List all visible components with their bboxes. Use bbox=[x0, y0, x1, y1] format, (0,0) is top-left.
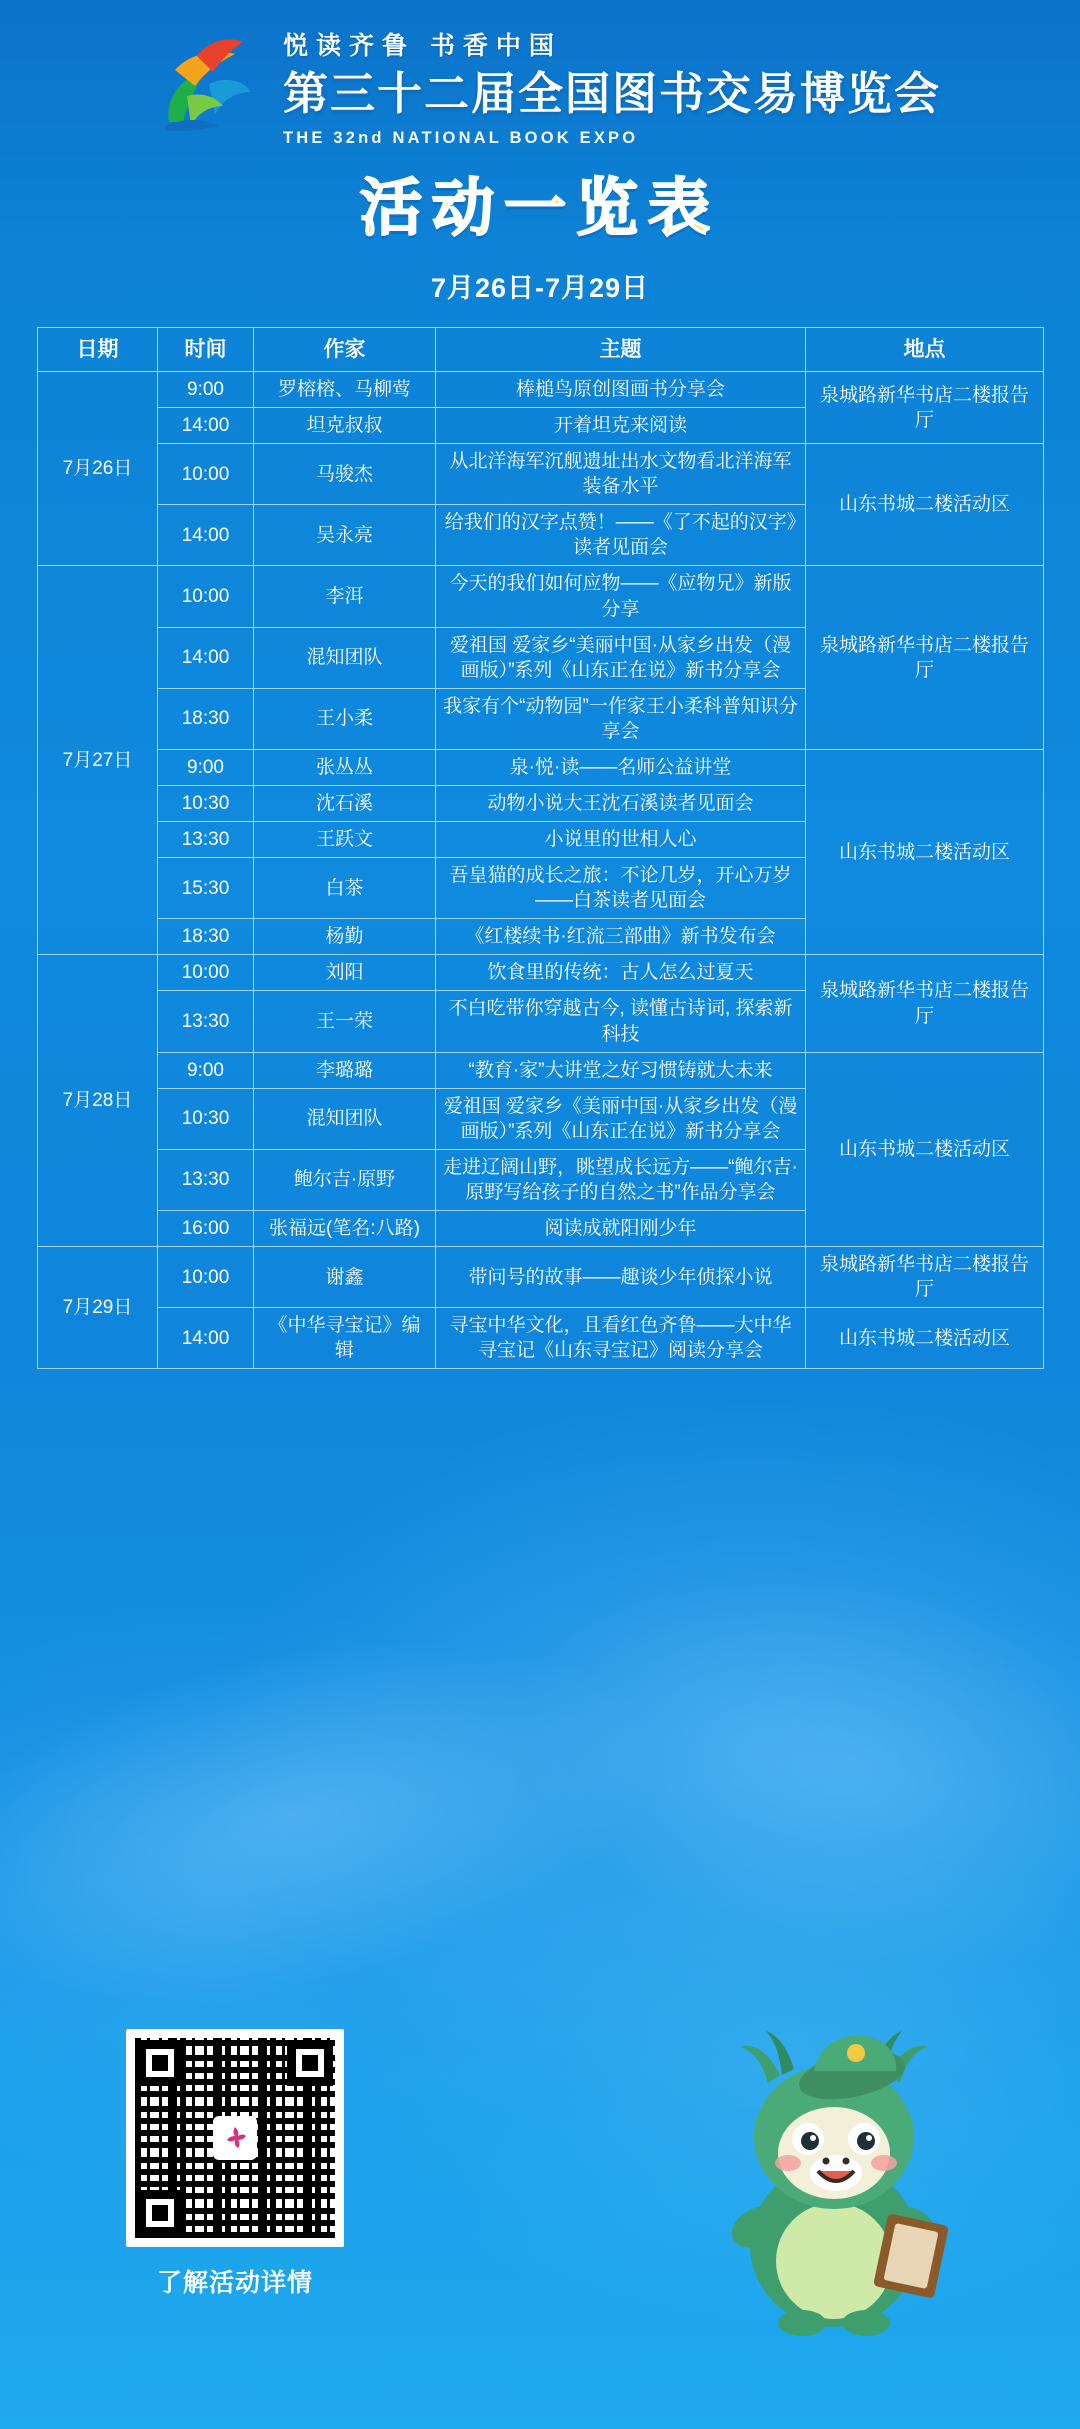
cell-time: 14:00 bbox=[158, 505, 254, 566]
cell-time: 15:30 bbox=[158, 858, 254, 919]
cell-time: 13:30 bbox=[158, 1149, 254, 1210]
cell-topic: 今天的我们如何应物——《应物兄》新版分享 bbox=[436, 566, 806, 627]
schedule-table-body bbox=[38, 372, 1044, 1369]
cell-date: 7月28日 bbox=[38, 955, 158, 1247]
cell-topic: “教育·家”大讲堂之好习惯铸就大未来 bbox=[436, 1052, 806, 1088]
cell-time: 10:00 bbox=[158, 955, 254, 991]
cell-topic: 开着坦克来阅读 bbox=[436, 408, 806, 444]
table-header-row bbox=[38, 328, 1044, 372]
cell-time: 13:30 bbox=[158, 991, 254, 1052]
cell-topic: 小说里的世相人心 bbox=[436, 822, 806, 858]
cell-topic: 阅读成就阳刚少年 bbox=[436, 1211, 806, 1247]
cell-topic: 棒槌鸟原创图画书分享会 bbox=[436, 372, 806, 408]
cell-author: 李璐璐 bbox=[254, 1052, 436, 1088]
cell-author: 刘阳 bbox=[254, 955, 436, 991]
cell-topic: 爱祖国 爱家乡“美丽中国·从家乡出发（漫画版）”系列《山东正在说》新书分享会 bbox=[436, 627, 806, 688]
cell-place: 泉城路新华书店二楼报告厅 bbox=[806, 566, 1044, 749]
cell-topic: 饮食里的传统：古人怎么过夏天 bbox=[436, 955, 806, 991]
table-row bbox=[38, 1308, 1044, 1369]
cell-author: 李洱 bbox=[254, 566, 436, 627]
cell-author: 罗榕榕、马柳莺 bbox=[254, 372, 436, 408]
page-title: 活动一览表 bbox=[359, 174, 720, 243]
cell-author: 张丛丛 bbox=[254, 749, 436, 785]
cell-place: 山东书城二楼活动区 bbox=[806, 749, 1044, 954]
cell-date: 7月26日 bbox=[38, 372, 158, 566]
cell-time: 9:00 bbox=[158, 749, 254, 785]
table-row bbox=[38, 1247, 1044, 1308]
cell-date: 7月27日 bbox=[38, 566, 158, 955]
cell-author: 吴永亮 bbox=[254, 505, 436, 566]
cell-author: 王一荣 bbox=[254, 991, 436, 1052]
cell-time: 10:30 bbox=[158, 1088, 254, 1149]
table-row bbox=[38, 566, 1044, 627]
cell-author: 王小柔 bbox=[254, 688, 436, 749]
cell-place: 山东书城二楼活动区 bbox=[806, 1308, 1044, 1369]
cell-author: 鲍尔吉·原野 bbox=[254, 1149, 436, 1210]
cell-topic: 《红楼续书·红流三部曲》新书发布会 bbox=[436, 919, 806, 955]
table-row bbox=[38, 749, 1044, 785]
cell-place: 泉城路新华书店二楼报告厅 bbox=[806, 955, 1044, 1052]
table-row bbox=[38, 444, 1044, 505]
cell-topic: 我家有个“动物园”一作家王小柔科普知识分享会 bbox=[436, 688, 806, 749]
cell-place: 山东书城二楼活动区 bbox=[806, 444, 1044, 566]
english-title: THE 32nd NATIONAL BOOK EXPO bbox=[282, 128, 639, 147]
cell-time: 9:00 bbox=[158, 1052, 254, 1088]
cell-place: 泉城路新华书店二楼报告厅 bbox=[806, 1247, 1044, 1308]
cell-author: 混知团队 bbox=[254, 627, 436, 688]
cell-topic: 吾皇猫的成长之旅：不论几岁，开心万岁——白茶读者见面会 bbox=[436, 858, 806, 919]
cell-time: 14:00 bbox=[158, 1308, 254, 1369]
cell-time: 10:30 bbox=[158, 786, 254, 822]
brand-row bbox=[0, 26, 1080, 148]
cell-place: 泉城路新华书店二楼报告厅 bbox=[806, 372, 1044, 444]
slogan: 悦读齐鲁 书香中国 bbox=[282, 32, 562, 61]
cell-time: 14:00 bbox=[158, 408, 254, 444]
flower-logo-icon bbox=[219, 2122, 251, 2154]
cell-author: 坦克叔叔 bbox=[254, 408, 436, 444]
cell-place: 山东书城二楼活动区 bbox=[806, 1052, 1044, 1246]
cell-topic: 带问号的故事——趣谈少年侦探小说 bbox=[436, 1247, 806, 1308]
col-header-place: 地点 bbox=[806, 328, 1044, 372]
cell-author: 马骏杰 bbox=[254, 444, 436, 505]
dragon-mascot-icon bbox=[684, 2013, 984, 2343]
date-range: 7月26日-7月29日 bbox=[430, 273, 650, 303]
cell-author: 谢鑫 bbox=[254, 1247, 436, 1308]
cell-topic: 寻宝中华文化，且看红色齐鲁——大中华寻宝记《山东寻宝记》阅读分享会 bbox=[436, 1308, 806, 1369]
cell-topic: 泉·悦·读——名师公益讲堂 bbox=[436, 749, 806, 785]
col-header-author: 作家 bbox=[254, 328, 436, 372]
cell-topic: 不白吃带你穿越古今, 读懂古诗词, 探索新科技 bbox=[436, 991, 806, 1052]
qr-caption: 了解活动详情 bbox=[156, 2269, 313, 2297]
cell-time: 10:00 bbox=[158, 566, 254, 627]
book-expo-logo-icon bbox=[139, 26, 261, 148]
cell-time: 16:00 bbox=[158, 1211, 254, 1247]
table-row bbox=[38, 955, 1044, 991]
cell-time: 9:00 bbox=[158, 372, 254, 408]
cell-author: 杨勤 bbox=[254, 919, 436, 955]
cell-author: 混知团队 bbox=[254, 1088, 436, 1149]
cell-author: 沈石溪 bbox=[254, 786, 436, 822]
cell-time: 10:00 bbox=[158, 444, 254, 505]
table-row bbox=[38, 372, 1044, 408]
main-title: 第三十二届全国图书交易博览会 bbox=[282, 68, 941, 120]
cell-time: 14:00 bbox=[158, 627, 254, 688]
qr-code-icon[interactable] bbox=[126, 2029, 344, 2247]
poster-header bbox=[0, 0, 1080, 327]
cell-author: 白茶 bbox=[254, 858, 436, 919]
cell-time: 13:30 bbox=[158, 822, 254, 858]
col-header-topic: 主题 bbox=[436, 328, 806, 372]
table-row bbox=[38, 1052, 1044, 1088]
cell-topic: 给我们的汉字点赞！——《了不起的汉字》读者见面会 bbox=[436, 505, 806, 566]
schedule-table bbox=[37, 327, 1044, 1369]
cell-date: 7月29日 bbox=[38, 1247, 158, 1369]
cell-time: 10:00 bbox=[158, 1247, 254, 1308]
cell-author: 张福远(笔名:八路) bbox=[254, 1211, 436, 1247]
cell-time: 18:30 bbox=[158, 688, 254, 749]
qr-code-block bbox=[126, 2029, 344, 2299]
cell-topic: 动物小说大王沈石溪读者见面会 bbox=[436, 786, 806, 822]
col-header-date: 日期 bbox=[38, 328, 158, 372]
poster-footer bbox=[0, 1869, 1080, 2429]
cell-author: 《中华寻宝记》编辑 bbox=[254, 1308, 436, 1369]
cell-time: 18:30 bbox=[158, 919, 254, 955]
cell-topic: 爱祖国 爱家乡《美丽中国·从家乡出发（漫画版）”系列《山东正在说》新书分享会 bbox=[436, 1088, 806, 1149]
brand-text bbox=[283, 26, 941, 148]
col-header-time: 时间 bbox=[158, 328, 254, 372]
schedule-table-wrapper bbox=[37, 327, 1043, 1369]
cell-author: 王跃文 bbox=[254, 822, 436, 858]
cell-topic: 从北洋海军沉舰遗址出水文物看北洋海军装备水平 bbox=[436, 444, 806, 505]
cell-topic: 走进辽阔山野，眺望成长远方——“鲍尔吉·原野写给孩子的自然之书”作品分享会 bbox=[436, 1149, 806, 1210]
